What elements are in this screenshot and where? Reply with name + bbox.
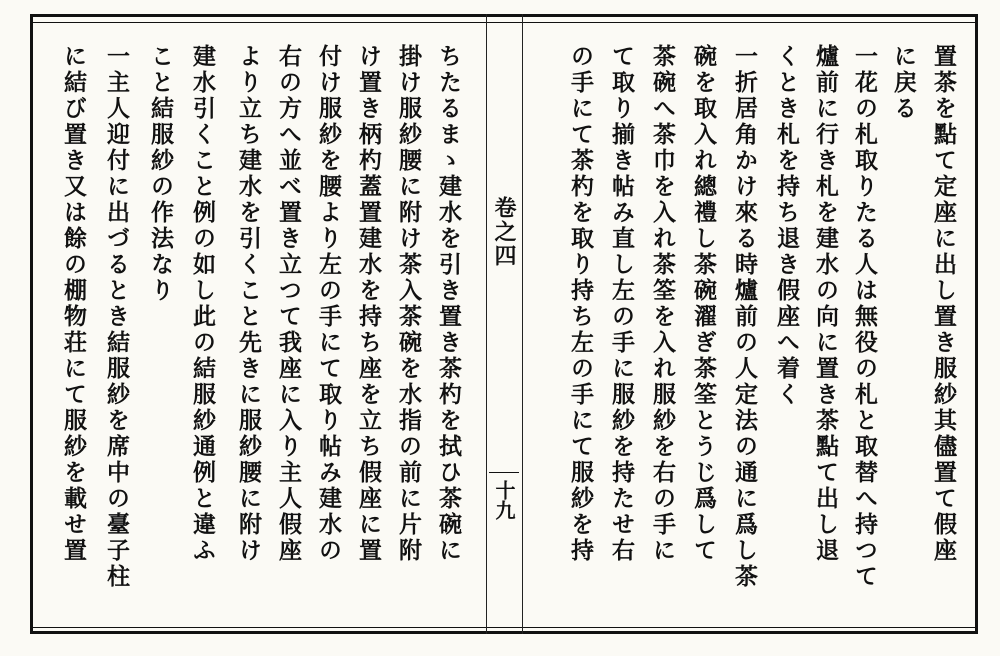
left-page-column: 一主人迎付に出づるとき結服紗を席中の臺子柱 xyxy=(103,44,130,590)
right-page-column: くとき札を持ち退き假座へ着く xyxy=(773,44,800,408)
page-number-rule xyxy=(489,472,519,473)
left-page-column: け置き柄杓蓋置建水を持ち座を立ち假座に置 xyxy=(355,44,382,564)
left-page-column: 付け服紗を腰より左の手にて取り帖み建水の xyxy=(315,44,342,564)
right-page-column: て取り揃き帖み直し左の手に服紗を持たせ右 xyxy=(608,44,635,564)
page-number: 十九 xyxy=(492,480,516,520)
bottom-rule xyxy=(30,627,978,628)
gutter-line-left xyxy=(486,14,487,634)
right-page-column: 一折居角かけ來る時爐前の人定法の通に爲し茶 xyxy=(731,44,758,590)
right-page-column: 置茶を點て定座に出し置き服紗其儘置て假座 xyxy=(930,44,957,564)
right-page-column: 碗を取入れ總禮し茶碗濯ぎ茶筌とうじ爲して xyxy=(690,44,717,564)
right-page-column: 爐前に行き札を建水の向に置き茶點て出し退 xyxy=(812,44,839,564)
right-page-column: 茶碗へ茶巾を入れ茶筌を入れ服紗を右の手に xyxy=(649,44,676,564)
right-page-column: 一花の札取りたる人は無役の札と取替へ持つて xyxy=(851,44,878,590)
top-rule xyxy=(30,22,978,23)
gutter-line-right xyxy=(522,14,523,634)
left-page-column: 建水引くこと例の如し此の結服紗通例と違ふ xyxy=(189,44,216,564)
right-page-column: に戻る xyxy=(890,44,917,122)
left-page-column: に結び置き又は餘の棚物荘にて服紗を載せ置 xyxy=(60,44,87,564)
volume-label: 卷之四 xyxy=(491,196,517,268)
left-page-column: こと結服紗の作法なり xyxy=(147,44,174,304)
left-page-column: より立ち建水を引くこと先きに服紗腰に附け xyxy=(235,44,262,564)
left-page-column: ちたるまゝ建水を引き置き茶杓を拭ひ茶碗に xyxy=(435,44,462,564)
left-page-column: 掛け服紗腰に附け茶入茶碗を水指の前に片附 xyxy=(395,44,422,564)
left-page-column: 右の方へ並べ置き立つて我座に入り主人假座 xyxy=(275,44,302,564)
right-page-column: の手にて茶杓を取り持ち左の手にて服紗を持 xyxy=(567,44,594,564)
